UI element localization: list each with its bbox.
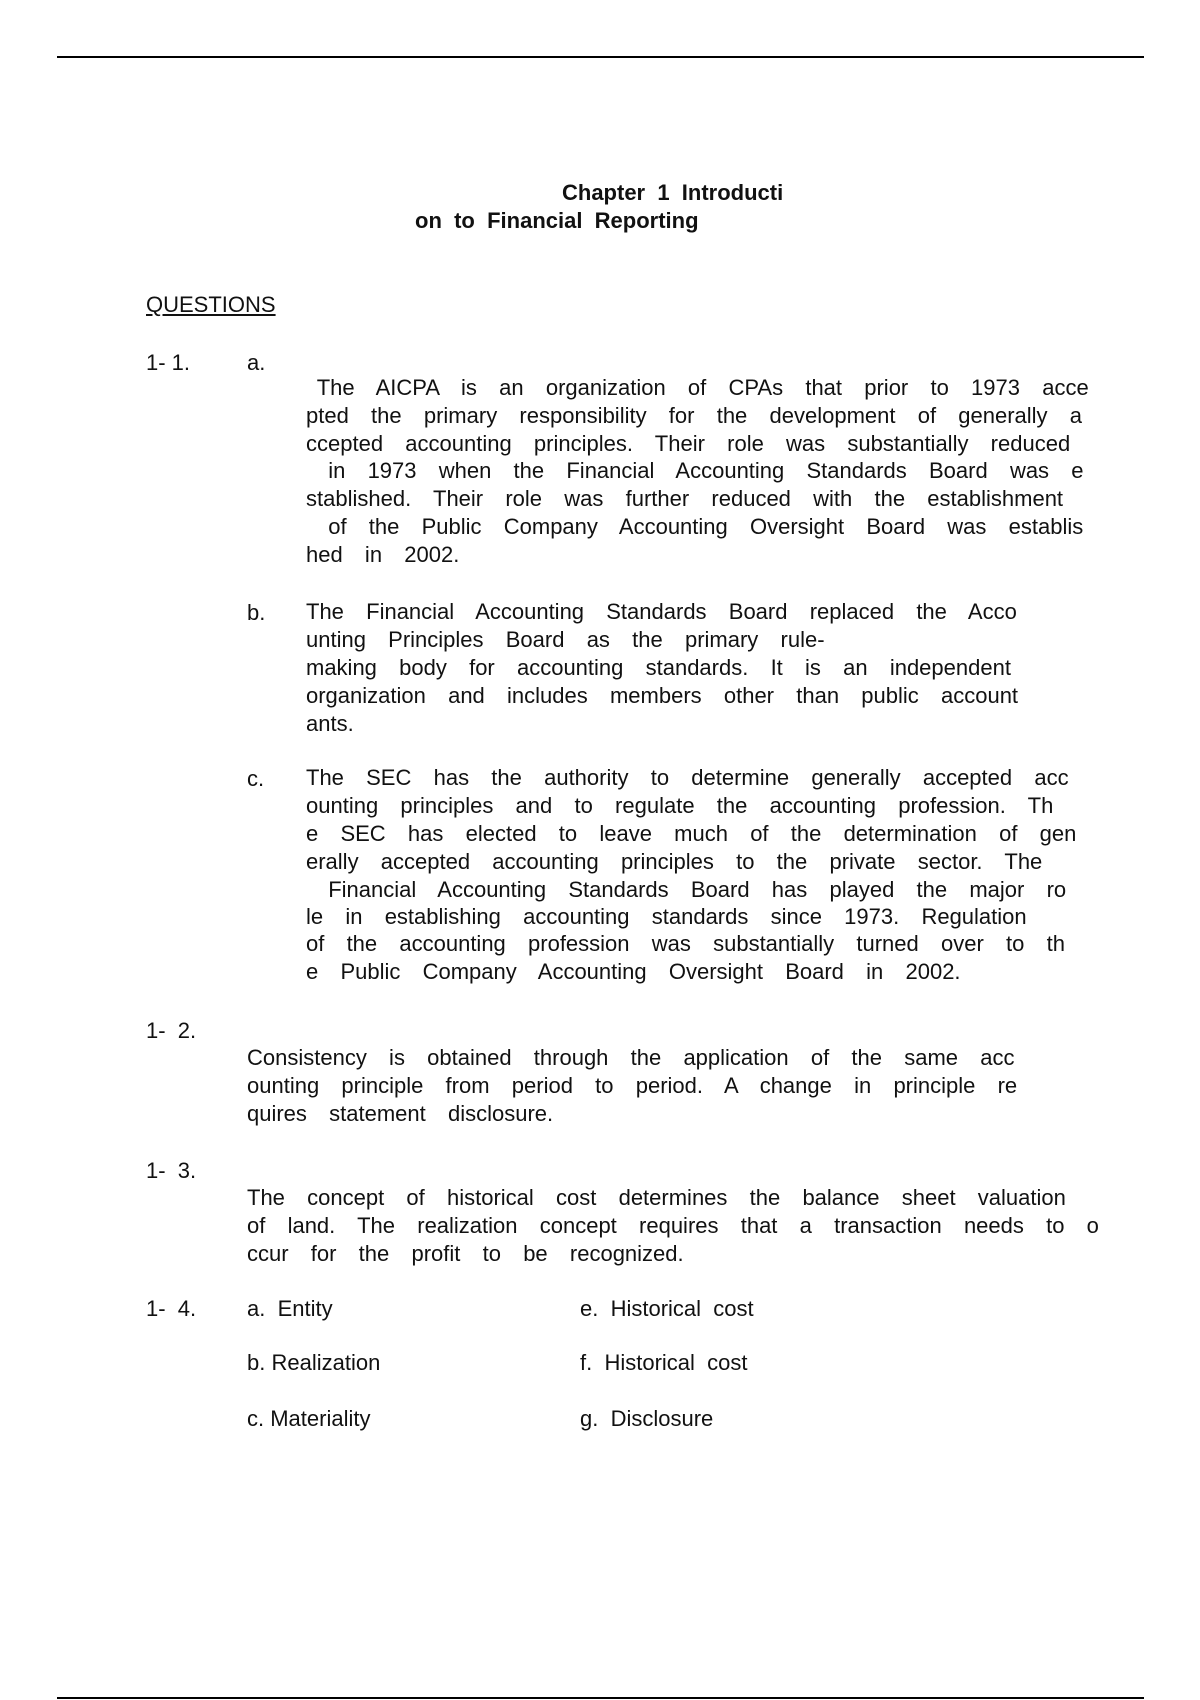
- answer-item: g. Disclosure: [580, 1406, 714, 1431]
- answer-item: f. Historical cost: [580, 1350, 748, 1375]
- text-line: The concept of historical cost determines the balance sheet valuation: [247, 1185, 1066, 1210]
- text-line: erally accepted accounting principles to the private sector. The: [306, 849, 1043, 874]
- text-line: of the accounting profession was substantially turned over to th: [306, 931, 1065, 956]
- text-line: of land. The realization concept requires that a transaction needs to o: [247, 1213, 1099, 1238]
- q1-b-label: b.: [247, 600, 266, 625]
- answer-item: c. Materiality: [247, 1406, 371, 1431]
- answer-item: a. Entity: [247, 1296, 333, 1321]
- text-line: hed in 2002.: [306, 542, 460, 567]
- text-line: Financial Accounting Standards Board has played the major ro: [306, 877, 1067, 902]
- text-line: making body for accounting standards. It is an independent: [306, 655, 1011, 680]
- text-line: ounting principle from period to period. A change in principle re: [247, 1073, 1018, 1098]
- text-line: Consistency is obtained through the application of the same acc: [247, 1045, 1015, 1070]
- q1-a-label: a.: [247, 350, 266, 375]
- text-line: ccur for the profit to be recognized.: [247, 1241, 684, 1266]
- text-line: organization and includes members other than public account: [306, 683, 1019, 708]
- questions-heading: QUESTIONS: [146, 292, 276, 317]
- chapter-title-line-1: Chapter 1 Introducti: [562, 180, 784, 205]
- text-line: ants.: [306, 711, 354, 736]
- text-line: pted the primary responsibility for the development of generally a: [306, 403, 1083, 428]
- q1-c-label: c.: [247, 766, 265, 791]
- answer-item: e. Historical cost: [580, 1296, 754, 1321]
- bottom-rule: [57, 1697, 1144, 1699]
- text-line: The Financial Accounting Standards Board replaced the Acco: [306, 599, 1017, 624]
- text-line: The SEC has the authority to determine generally accepted acc: [306, 765, 1069, 790]
- answer-item: b. Realization: [247, 1350, 381, 1375]
- text-line: in 1973 when the Financial Accounting Standards Board was e: [306, 458, 1084, 483]
- question-number-1-3: 1- 3.: [146, 1158, 197, 1183]
- question-number-1-2: 1- 2.: [146, 1018, 197, 1043]
- text-line: ounting principles and to regulate the accounting profession. Th: [306, 793, 1054, 818]
- text-line: e Public Company Accounting Oversight Board in 2002.: [306, 959, 961, 984]
- chapter-title-line-2: on to Financial Reporting: [415, 208, 699, 233]
- text-line: le in establishing accounting standards since 1973. Regulation: [306, 904, 1027, 929]
- question-number-1-1: 1- 1.: [146, 350, 191, 375]
- text-line: quires statement disclosure.: [247, 1101, 554, 1126]
- text-line: stablished. Their role was further reduced with the establishment: [306, 486, 1064, 511]
- question-number-1-4: 1- 4.: [146, 1296, 197, 1321]
- top-rule: [57, 56, 1144, 58]
- text-line: ccepted accounting principles. Their role was substantially reduced: [306, 431, 1071, 456]
- text-line: unting Principles Board as the primary rule-: [306, 627, 825, 652]
- text-line: e SEC has elected to leave much of the determination of gen: [306, 821, 1077, 846]
- text-line: The AICPA is an organization of CPAs that prior to 1973 acce: [306, 375, 1089, 400]
- text-line: of the Public Company Accounting Oversight Board was establis: [306, 514, 1084, 539]
